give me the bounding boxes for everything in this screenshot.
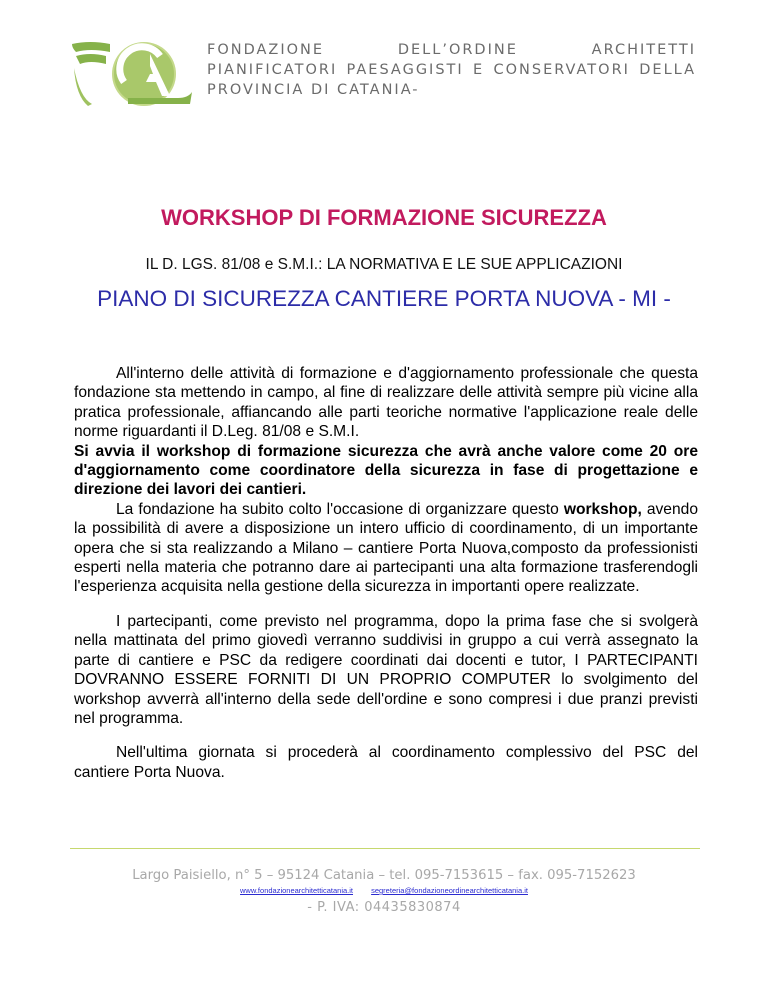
email-link[interactable]: segreteria@fondazioneordinearchitetticatania.it <box>371 886 528 895</box>
intro-text: All'interno delle attività di formazione e d'aggiornamento professionale che questa fondazione sta mettendo in campo, al fine di realizzare delle attività sempre più vicine alla pratica professionale, affiancando alle parti teoriche normative l'applicazione reale delle norme riguardanti il D.Leg. 81/08 e S.M.I. <box>74 365 698 441</box>
foundation-logo <box>70 38 194 110</box>
organization-name: FONDAZIONE DELL’ORDINE ARCHITETTI PIANIFICATORI PAESAGGISTI E CONSERVATORI DELLA PROVINCIA DI CATANIA- <box>207 42 696 98</box>
footer-divider <box>70 848 700 849</box>
foundation-text-a: La fondazione ha subito colto l'occasione di organizzare questo <box>116 500 564 518</box>
document-title: WORKSHOP DI FORMAZIONE SICUREZZA <box>161 205 607 230</box>
footer-address: Largo Paisiello, n° 5 – 95124 Catania – tel. 095-7153615 – fax. 095-7152623 <box>132 868 636 883</box>
paragraph-intro <box>74 364 698 442</box>
document-body <box>74 364 698 782</box>
paragraph-final-day: Nell'ultima giornata si procederà al coordinamento complessivo del PSC del cantiere Porta Nuova. <box>74 744 698 781</box>
document-subtitle: IL D. LGS. 81/08 e S.M.I.: LA NORMATIVA E LE SUE APPLICAZIONI <box>145 256 623 273</box>
workshop-keyword: workshop, <box>563 500 642 518</box>
paragraph-workshop-notice <box>74 442 698 500</box>
foundation-text-b: avendo la possibilità di avere a disposizione un intero ufficio di coordinamento, di un importante opera che si sta realizzando a Milano – cantiere Porta Nuova,composto da professionisti esperti nella materia che potranno dare ai partecipanti una alta formazione trasferendogli l'esperienza acquisita nella gestione della sicurezza in importanti opere realizzate. <box>74 500 698 596</box>
workshop-notice-bold: Si avvia il workshop di formazione sicurezza che avrà anche valore come 20 ore d'aggiornamento come coordinatore della sicurezza in fase di progettazione e direzione dei lavori dei cantieri. <box>74 442 698 499</box>
paragraph-foundation <box>74 500 698 597</box>
paragraph-participants: I partecipanti, come previsto nel programma, dopo la prima fase che si svolgerà nella mattinata del primo giovedì verranno suddivisi in gruppo a cui verrà assegnato la parte di cantiere e PSC da redigere coordinati dai docenti e tutor, I PARTECIPANTI DOVRANNO ESSERE FORNITI DI UN PROPRIO COMPUTER lo svolgimento del workshop avverrà all'interno della sede dell'ordine e sono compresi i due pranzi previsti nel programma. <box>74 612 698 727</box>
footer-links <box>0 886 768 895</box>
project-title: PIANO DI SICUREZZA CANTIERE PORTA NUOVA - MI - <box>97 286 671 311</box>
footer-piva: - P. IVA: 04435830874 <box>307 900 461 915</box>
website-link[interactable]: www.fondazionearchitetticatania.it <box>240 886 353 895</box>
